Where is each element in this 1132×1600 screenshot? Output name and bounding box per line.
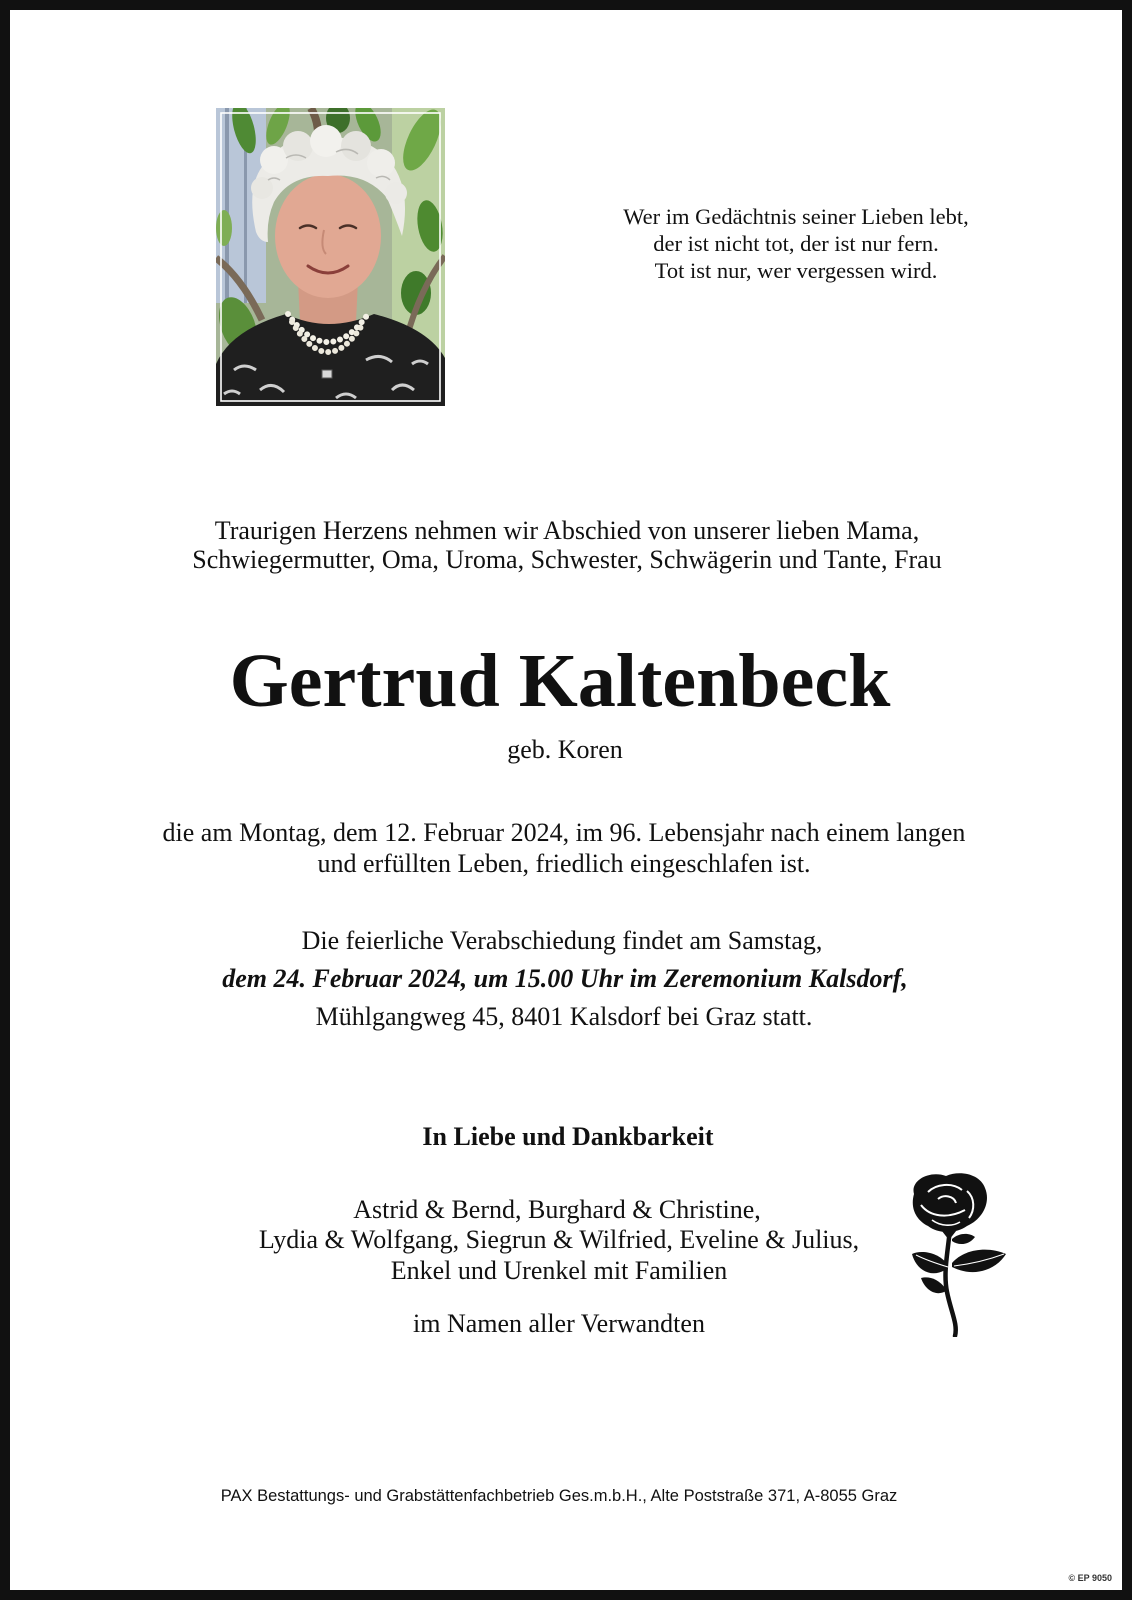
death-notice-line: und erfüllten Leben, friedlich eingeschlafen ist. bbox=[317, 849, 811, 878]
copyright-mark: © EP 9050 bbox=[1068, 1573, 1112, 1583]
intro-line: Schwiegermutter, Oma, Uroma, Schwester, Schwägerin und Tante, Frau bbox=[192, 545, 942, 574]
maiden-name: geb. Koren bbox=[507, 735, 623, 764]
deceased-name: Gertrud Kaltenbeck bbox=[229, 639, 891, 723]
undertaker-footer: PAX Bestattungs- und Grabstättenfachbetrieb Ges.m.b.H., Alte Poststraße 371, A-8055 Graz bbox=[220, 1487, 898, 1505]
mourners-line: Enkel und Urenkel mit Familien bbox=[390, 1256, 728, 1285]
ceremony-address-line: Mühlgangweg 45, 8401 Kalsdorf bei Graz statt. bbox=[315, 1002, 813, 1031]
death-notice-line: die am Montag, dem 12. Februar 2024, im 96. Lebensjahr nach einem langen bbox=[162, 818, 966, 847]
quote-line: Tot ist nur, wer vergessen wird. bbox=[654, 258, 938, 283]
relatives-line: im Namen aller Verwandten bbox=[413, 1309, 705, 1338]
closing-heading: In Liebe und Dankbarkeit bbox=[422, 1122, 714, 1151]
portrait-photo bbox=[216, 108, 445, 406]
intro-line: Traurigen Herzens nehmen wir Abschied von unserer lieben Mama, bbox=[214, 516, 920, 545]
quote-line: der ist nicht tot, der ist nur fern. bbox=[653, 231, 939, 256]
ceremony-date-line: dem 24. Februar 2024, um 15.00 Uhr im Zeremonium Kalsdorf, bbox=[222, 964, 908, 993]
ceremony-line: Die feierliche Verabschiedung findet am Samstag, bbox=[301, 926, 823, 955]
quote-line: Wer im Gedächtnis seiner Lieben lebt, bbox=[623, 204, 969, 229]
mourners-line: Astrid & Bernd, Burghard & Christine, bbox=[353, 1195, 761, 1224]
mourners-line: Lydia & Wolfgang, Siegrun & Wilfried, Eveline & Julius, bbox=[258, 1225, 860, 1254]
rose-icon bbox=[908, 1172, 1008, 1337]
